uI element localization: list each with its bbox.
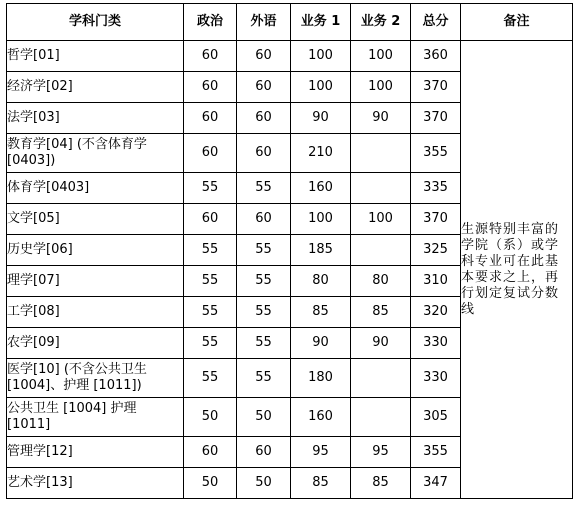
- subject1-cell: 160: [291, 398, 351, 437]
- subject2-cell: [351, 359, 411, 398]
- header-row: [7, 4, 573, 41]
- subject2-cell: [351, 173, 411, 204]
- total-cell: 355: [411, 437, 461, 468]
- subject2-cell: [351, 398, 411, 437]
- subject2-cell: 90: [351, 103, 411, 134]
- foreign-language-cell: 60: [237, 134, 291, 173]
- score-table: [6, 3, 573, 499]
- politics-cell: 55: [184, 297, 237, 328]
- category-cell: 历史学[06]: [7, 235, 184, 266]
- total-cell: 370: [411, 103, 461, 134]
- foreign-language-cell: 60: [237, 41, 291, 72]
- politics-cell: 50: [184, 398, 237, 437]
- header-politics: 政治: [184, 4, 237, 41]
- remarks-cell: 生源特别丰富的学院（系）或学科专业可在此基本要求之上，再行划定复试分数线: [461, 41, 573, 499]
- politics-cell: 55: [184, 173, 237, 204]
- foreign-language-cell: 60: [237, 72, 291, 103]
- subject1-cell: 100: [291, 72, 351, 103]
- foreign-language-cell: 55: [237, 266, 291, 297]
- foreign-language-cell: 55: [237, 297, 291, 328]
- category-cell: 法学[03]: [7, 103, 184, 134]
- subject2-cell: 100: [351, 72, 411, 103]
- subject1-cell: 80: [291, 266, 351, 297]
- politics-cell: 60: [184, 103, 237, 134]
- subject2-cell: 100: [351, 204, 411, 235]
- subject1-cell: 210: [291, 134, 351, 173]
- subject1-cell: 185: [291, 235, 351, 266]
- subject2-cell: [351, 235, 411, 266]
- foreign-language-cell: 50: [237, 468, 291, 499]
- table-row: [7, 41, 573, 72]
- total-cell: 347: [411, 468, 461, 499]
- subject2-cell: 85: [351, 468, 411, 499]
- total-cell: 360: [411, 41, 461, 72]
- category-cell: 文学[05]: [7, 204, 184, 235]
- politics-cell: 55: [184, 235, 237, 266]
- politics-cell: 55: [184, 266, 237, 297]
- foreign-language-cell: 60: [237, 437, 291, 468]
- total-cell: 310: [411, 266, 461, 297]
- total-cell: 330: [411, 328, 461, 359]
- subject1-cell: 100: [291, 204, 351, 235]
- politics-cell: 60: [184, 134, 237, 173]
- subject1-cell: 90: [291, 103, 351, 134]
- foreign-language-cell: 60: [237, 204, 291, 235]
- category-cell: 艺术学[13]: [7, 468, 184, 499]
- subject2-cell: 100: [351, 41, 411, 72]
- politics-cell: 55: [184, 359, 237, 398]
- politics-cell: 60: [184, 204, 237, 235]
- politics-cell: 60: [184, 41, 237, 72]
- category-cell: 工学[08]: [7, 297, 184, 328]
- header-category: 学科门类: [7, 4, 184, 41]
- subject1-cell: 160: [291, 173, 351, 204]
- subject1-cell: 95: [291, 437, 351, 468]
- politics-cell: 60: [184, 72, 237, 103]
- subject2-cell: 80: [351, 266, 411, 297]
- subject1-cell: 85: [291, 297, 351, 328]
- foreign-language-cell: 55: [237, 173, 291, 204]
- category-cell: 管理学[12]: [7, 437, 184, 468]
- category-cell: 医学[10] (不含公共卫生[1004]、护理 [1011]): [7, 359, 184, 398]
- header-subject1: 业务 1: [291, 4, 351, 41]
- header-subject2: 业务 2: [351, 4, 411, 41]
- total-cell: 305: [411, 398, 461, 437]
- header-foreign-language: 外语: [237, 4, 291, 41]
- category-cell: 体育学[0403]: [7, 173, 184, 204]
- header-remarks: 备注: [461, 4, 573, 41]
- subject2-cell: 90: [351, 328, 411, 359]
- total-cell: 330: [411, 359, 461, 398]
- politics-cell: 60: [184, 437, 237, 468]
- total-cell: 325: [411, 235, 461, 266]
- foreign-language-cell: 55: [237, 328, 291, 359]
- category-cell: 哲学[01]: [7, 41, 184, 72]
- politics-cell: 50: [184, 468, 237, 499]
- category-cell: 经济学[02]: [7, 72, 184, 103]
- subject1-cell: 90: [291, 328, 351, 359]
- foreign-language-cell: 55: [237, 235, 291, 266]
- foreign-language-cell: 55: [237, 359, 291, 398]
- total-cell: 355: [411, 134, 461, 173]
- category-cell: 教育学[04] (不含体育学[0403]): [7, 134, 184, 173]
- subject2-cell: 95: [351, 437, 411, 468]
- foreign-language-cell: 60: [237, 103, 291, 134]
- subject2-cell: [351, 134, 411, 173]
- total-cell: 370: [411, 72, 461, 103]
- subject2-cell: 85: [351, 297, 411, 328]
- total-cell: 320: [411, 297, 461, 328]
- subject1-cell: 100: [291, 41, 351, 72]
- foreign-language-cell: 50: [237, 398, 291, 437]
- category-cell: 理学[07]: [7, 266, 184, 297]
- category-cell: 农学[09]: [7, 328, 184, 359]
- politics-cell: 55: [184, 328, 237, 359]
- subject1-cell: 180: [291, 359, 351, 398]
- total-cell: 335: [411, 173, 461, 204]
- total-cell: 370: [411, 204, 461, 235]
- header-total: 总分: [411, 4, 461, 41]
- subject1-cell: 85: [291, 468, 351, 499]
- category-cell: 公共卫生 [1004] 护理 [1011]: [7, 398, 184, 437]
